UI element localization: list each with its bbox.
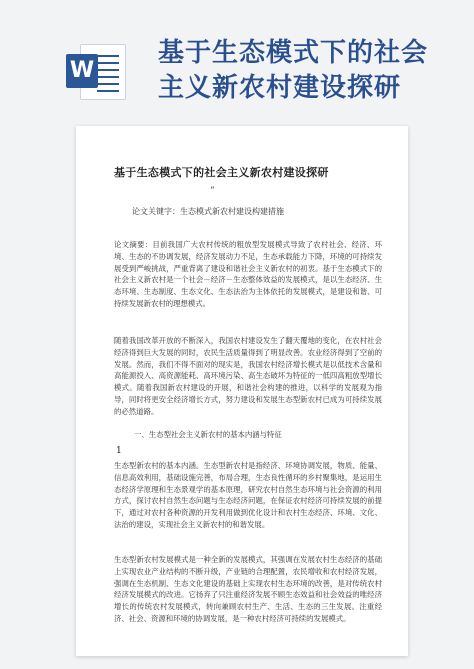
word-document-icon <box>62 40 130 102</box>
banner-headline <box>158 36 458 106</box>
quote-mark: “ <box>210 186 215 196</box>
document-page <box>76 126 408 656</box>
definition-paragraph: 生态型新农村的基本内涵。生态型新农村是指经济、环境协调发展，物质、能量、信息高效利用，基础设施完善，布局合理，生态良性循环的乡村聚集地，是运用生态经济学原理和生态景观学的基本原理，研究农村自然生态环境与社会资源的利用方式，探讨农村自然生态问题与生态经济问题，在保证农村经济可持续发展的前提下，通过对农村各种资源的开发利用做到优化设计和农村生态经济、环境、文化、法治的建设，实现社会主义新农村的和谐发展。 <box>114 461 382 529</box>
abstract-paragraph: 论文摘要：目前我国广大农村传统的粗放型发展模式导致了农村社会、经济、环境、生态的不协调发展，经济发展动力不足，生态承载能力下降，环境的可持续发展受到严峻挑战，严重背离了建设和谐社会主义新农村的初衷。基于生态模式下的社会主义新农村是一个社会－经济－生态整体效益的发展模式，是以生态经济、生态环境、生态制度、生态文化、生态法治为主体依托的发展模式，是建设和谐、可持续发展新农村的理想模式。 <box>114 240 382 308</box>
section-number: 1 <box>116 446 122 456</box>
intro-paragraph: 随着我国改革开放的不断深入，我国农村建设发生了翻天覆地的变化，在农村社会经济得到巨大发展的同时，农民生活质量得到了明显改善。农业经济得到了空前的发展。然而，我们不得不面对的现实是，我国农村经济增长模式是以低技术含量和高能源投入、高资源能耗、高环境污染、高生态破坏为特征的一低四高粗放型增长模式。随着我国新农村建设的开展，和谐社会构建的推进，以科学的发展观为指导，同时将更安全经济增长方式，努力建设和发展生态型新农村已成为可持续发展的必然道路。 <box>114 336 382 416</box>
headline-line-1: 基于生态模式下的社会 <box>158 38 429 68</box>
section-heading: 一、生态型社会主义新农村的基本内涵与特征 <box>134 430 282 439</box>
banner <box>0 0 474 125</box>
keywords-line: 论文关键字：生态模式新农村建设构建措施 <box>132 207 284 216</box>
word-badge: W <box>66 54 98 88</box>
headline-line-2: 主义新农村建设探研 <box>158 73 402 103</box>
document-title: 基于生态模式下的社会主义新农村建设探研 <box>114 166 329 179</box>
model-paragraph: 生态型新农村发展模式是一种全新的发展模式，其强调在发展农村生态经济的基础上实现农业产业结构的不断升级，产业链的合理配置，农民增收和农村经济发展，强调在生态机制、生态文化建设的基础上实现农村生态环境的改善，是对传统农村经济发展模式的改进。它扬弃了只注重经济发展不顾生态效益和社会效益的唯经济增长的传统农村发展模式，转向兼顾农村生产、生活、生态的三生发展。注重经济、社会、资源和环境的协调发展，是一种农村经济可持续的发展模式。 <box>114 555 382 623</box>
